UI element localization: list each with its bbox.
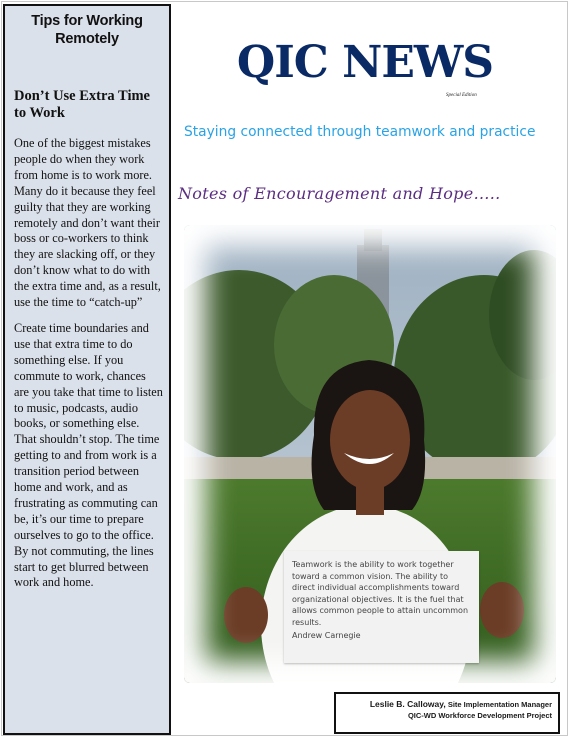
- photo-caption: [334, 692, 560, 734]
- sidebar-title: Tips for Working Remotely: [31, 13, 143, 47]
- sidebar-paragraph-1: One of the biggest mistakes people do when they work from home is to work more. Many do it because they feel guilty that they are working remotely and don’t want their boss or co-workers to think they are slacking off, or they don’t know what to do with the extra time and, as a result, use the time to “catch-up”: [14, 136, 161, 310]
- sign-author: Andrew Carnegie: [292, 631, 361, 640]
- sidebar-paragraph-2: Create time boundaries and use that extra time to do something else. If you commute to work, chances are you take that time to listen to music, podcasts, audio books, or something else. That shouldn’t stop. The time getting to and from work is a transition period between home and work, and as frustrating as commuting can be, it’s our time to prepare ourselves to go to the office. By not commuting, the lines start to get blurred between work and home.: [14, 320, 163, 590]
- masthead-title: QIC NEWS: [236, 37, 494, 88]
- quote-sign: [284, 551, 479, 663]
- sign-quote: Teamwork is the ability to work together toward a common vision. The ability to direct individual accomplishments toward organizational objectives. It is the fuel that allows common people to attain uncommon results.: [292, 560, 469, 627]
- caption-role: Site Implementation Manager: [447, 700, 552, 709]
- tagline: Staying connected through teamwork and practice: [184, 124, 536, 140]
- caption-name: Leslie B. Calloway,: [369, 699, 446, 709]
- edition-label: Special Edition: [446, 93, 477, 98]
- portrait-photo: [184, 225, 556, 683]
- sidebar-tips: [3, 4, 171, 735]
- encouragement-heading: Notes of Encouragement and Hope…..: [178, 184, 501, 203]
- sidebar-heading: Don’t Use Extra Time to Work: [14, 88, 150, 121]
- caption-project: QIC-WD Workforce Development Project: [407, 711, 552, 720]
